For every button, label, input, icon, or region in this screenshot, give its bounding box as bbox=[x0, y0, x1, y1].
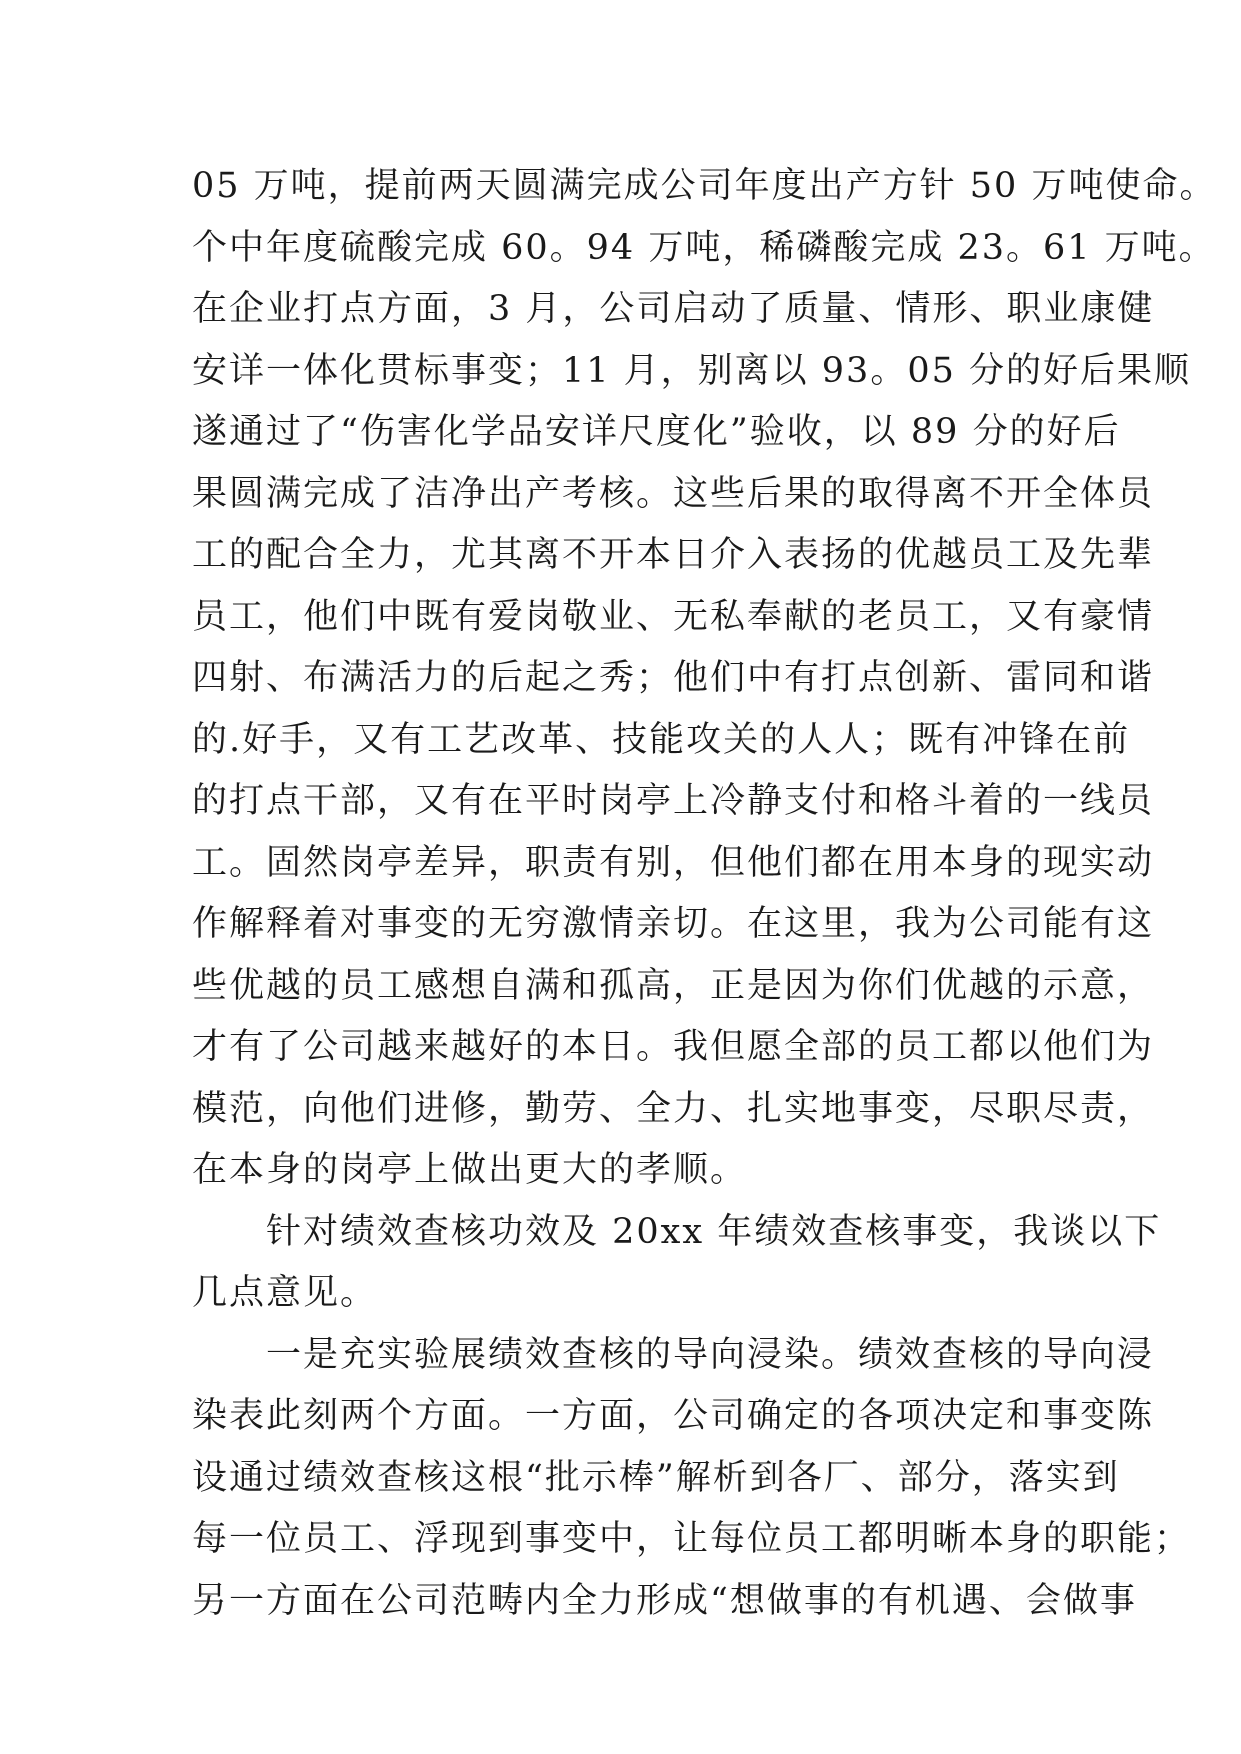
text-line: 一是充实验展绩效查核的导向浸染。绩效查核的导向浸 bbox=[192, 1334, 1155, 1375]
text-line: 工的配合全力，尤其离不开本日介入表扬的优越员工及先辈 bbox=[192, 535, 1155, 575]
text-line: 果圆满完成了洁净出产考核。这些后果的取得离不开全体员 bbox=[192, 473, 1155, 514]
text-line: 在本身的岗亭上做出更大的孝顺。 bbox=[192, 1150, 748, 1190]
text-line: 四射、布满活力的后起之秀；他们中有打点创新、雷同和谐 bbox=[192, 658, 1155, 698]
text-line: 个中年度硫酸完成 60。94 万吨，稀磷酸完成 23。61 万吨。 bbox=[192, 227, 1216, 268]
text-line: 些优越的员工感想自满和孤高，正是因为你们优越的示意， bbox=[192, 965, 1155, 1006]
text-line: 在企业打点方面，3 月，公司启动了质量、情形、职业康健 bbox=[192, 289, 1155, 329]
text-line: 针对绩效查核功效及 20xx 年绩效查核事变，我谈以下 bbox=[192, 1211, 1162, 1252]
text-line: 几点意见。 bbox=[192, 1273, 378, 1313]
text-line: 的.好手，又有工艺改革、技能攻关的人人；既有冲锋在前 bbox=[192, 719, 1131, 760]
text-line: 工。固然岗亭差异，职责有别，但他们都在用本身的现实动 bbox=[192, 842, 1155, 883]
text-line: 才有了公司越来越好的本日。我但愿全部的员工都以他们为 bbox=[192, 1027, 1155, 1067]
text-line: 染表此刻两个方面。一方面，公司确定的各项决定和事变陈 bbox=[192, 1396, 1155, 1436]
text-line: 另一方面在公司范畴内全力形成“想做事的有机遇、会做事 bbox=[192, 1580, 1137, 1621]
text-line: 每一位员工、浮现到事变中，让每位员工都明晰本身的职能； bbox=[192, 1519, 1192, 1559]
text-line: 遂通过了“伤害化学品安详尺度化”验收，以 89 分的好后 bbox=[192, 412, 1121, 452]
text-line: 安详一体化贯标事变；11 月，别离以 93。05 分的好后果顺 bbox=[192, 350, 1191, 391]
text-line: 模范，向他们进修，勤劳、全力、扎实地事变，尽职尽责， bbox=[192, 1088, 1155, 1129]
text-line: 作解释着对事变的无穷激情亲切。在这里，我为公司能有这 bbox=[192, 904, 1155, 944]
document-body bbox=[192, 156, 1217, 1632]
text-line: 的打点干部，又有在平时岗亭上冷静支付和格斗着的一线员 bbox=[192, 781, 1155, 821]
text-line: 设通过绩效查核这根“批示棒”解析到各厂、部分，落实到 bbox=[192, 1457, 1120, 1498]
text-line: 05 万吨，提前两天圆满完成公司年度出产方针 50 万吨使命。 bbox=[192, 166, 1217, 206]
text-line: 员工，他们中既有爱岗敬业、无私奉献的老员工，又有豪情 bbox=[192, 596, 1155, 637]
